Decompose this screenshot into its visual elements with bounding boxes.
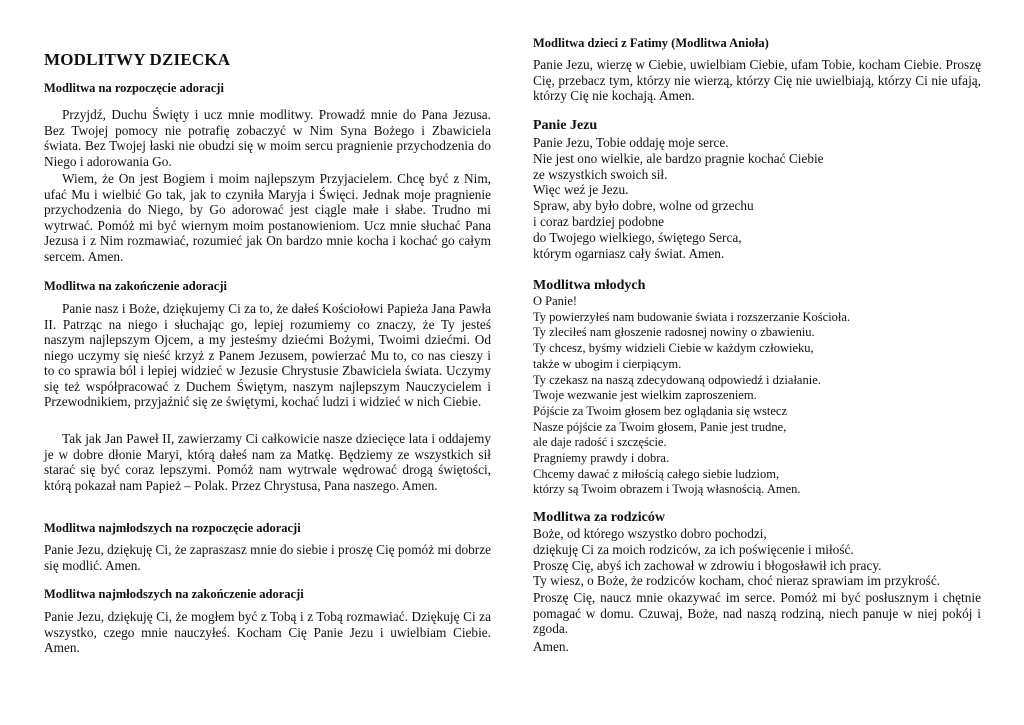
heading-youngest-start: Modlitwa najmłodszych na rozpoczęcie adoracji xyxy=(44,521,301,535)
heading-start-adoration: Modlitwa na rozpoczęcie adoracji xyxy=(44,81,224,95)
verse-line: O Panie! xyxy=(533,294,578,308)
verse-line: Panie Jezu, Tobie oddaję moje serce. xyxy=(533,135,729,150)
paragraph-rodzicow-amen: Amen. xyxy=(533,639,569,654)
verse-line: Ty czekasz na naszą zdecydowaną odpowiedź i działanie. xyxy=(533,372,821,387)
paragraph-end-adoration-2: Tak jak Jan Paweł II, zawierzamy Ci całkowicie nasze dziecięce lata i oddajemy je w dobre dłonie Maryi, którą dałeś nam za Matkę. Będziemy ze wszystkich sił starać się być coraz lepszymi. Pomóż nam wytrwale wędrować drogą świętości, którą pokazał nam Papież – Polak. Przez Chrystusa, Pana naszego. Amen. xyxy=(44,431,491,493)
verse-line: Więc weź je Jezu. xyxy=(533,182,629,198)
verse-rodzicow xyxy=(533,526,981,589)
paragraph-fatima: Panie Jezu, wierzę w Ciebie, uwielbiam Ciebie, ufam Tobie, kocham Ciebie. Proszę Cię, przebacz tym, którzy nie wierzą, którzy Cię nie uwielbiają, którzy Ci nie ufają, którzy Cię nie kochają. Amen. xyxy=(533,57,981,103)
heading-mlodych: Modlitwa młodych xyxy=(533,278,646,293)
verse-line: także w ubogim i cierpiącym. xyxy=(533,356,682,371)
paragraph-start-adoration-1: Przyjdź, Duchu Święty i ucz mnie modlitwy. Prowadź mnie do Pana Jezusa. Bez Twojej pomocy nie potrafię zobaczyć w Nim Syna Bożego i Zbawiciela świata. Bez Twojej łaski nie obudzi się w moim sercu pragnienie przychodzenia do Niego i adorowania Go. xyxy=(44,107,491,169)
verse-line: którym ogarniasz cały świat. Amen. xyxy=(533,245,725,261)
verse-line: Pójście za Twoim głosem bez oglądania się wstecz xyxy=(533,403,788,418)
paragraph-start-adoration-2: Wiem, że On jest Bogiem i moim najlepszym Przyjacielem. Chcę być z Nim, ufać Mu i wielbić Go tak, jak to czyniła Maryja i Święci. Jednak moje pragnienie przychodzenia do Niego, by Go adorować jest ciągle małe i słabe. Trudno mi wytrwać. Pomóż mi być wiernym moim postanowieniom. Ucz mnie słuchać Pana Jezusa i z Nim rozmawiać, rozumieć jak On bardzo mnie kocha i kochać go całym sercem. Amen. xyxy=(44,171,491,264)
verse-mlodych xyxy=(533,294,981,498)
verse-line: ze wszystkich swoich sił. xyxy=(533,166,668,182)
verse-line: Spraw, aby było dobre, wolne od grzechu xyxy=(533,198,754,214)
paragraph-rodzicow: Proszę Cię, naucz mnie okazywać im serce. Pomóż mi być posłusznym i chętnie pomagać w domu. Czuwaj, Boże, nad naszą rodziną, niech panuje w niej pokój i zgoda. xyxy=(533,590,981,636)
verse-panie-jezu xyxy=(533,135,981,261)
verse-line: Ty powierzyłeś nam budowanie świata i rozszerzanie Kościoła. xyxy=(533,309,851,324)
heading-end-adoration: Modlitwa na zakończenie adoracji xyxy=(44,279,227,293)
verse-line: Proszę Cię, abyś ich zachował w zdrowiu i błogosławił ich pracy. xyxy=(533,557,882,573)
verse-line: Ty zleciłeś nam głoszenie radosnej nowiny o zbawieniu. xyxy=(533,325,815,340)
verse-line: Ty chcesz, byśmy widzieli Ciebie w każdym człowieku, xyxy=(533,341,814,356)
heading-fatima: Modlitwa dzieci z Fatimy (Modlitwa Anioła) xyxy=(533,36,769,50)
heading-rodzicow: Modlitwa za rodziców xyxy=(533,510,665,525)
verse-line: Ty wiesz, o Boże, że rodziców kocham, choć nieraz sprawiam im przykrość. xyxy=(533,573,941,589)
heading-panie-jezu: Panie Jezu xyxy=(533,118,598,133)
verse-line: Twoje wezwanie jest wielkim zaproszeniem. xyxy=(533,388,757,403)
verse-line: Pragniemy prawdy i dobra. xyxy=(533,451,670,466)
paragraph-end-adoration-1: Panie nasz i Boże, dziękujemy Ci za to, że dałeś Kościołowi Papieża Jana Pawła II. Patrząc na niego i słuchając go, lepiej rozumiemy co znaczy, że Ty jesteś naszym najlepszym Ojcem, a my jesteśmy dziećmi Bożymi, Twoimi dziećmi. Od niego uczymy się nieść krzyż z Panem Jezusem, powierzać Mu to, co nas cieszy i to co sprawia ból i lepiej widzieć w Jezusie Chrystusie Zbawiciela świata. Uczymy się też współpracować z Duchem Świętym, naszym najlepszym Nauczycielem i Przewodnikiem, przyjaźnić się ze świętymi, kochać ludzi i widzieć w nich Ciebie. xyxy=(44,301,491,409)
paragraph-youngest-start: Panie Jezu, dziękuję Ci, że zapraszasz mnie do siebie i proszę Cię pomóż mi dobrze się modlić. Amen. xyxy=(44,542,491,573)
paragraph-youngest-end: Panie Jezu, dziękuję Ci, że mogłem być z Tobą i z Tobą rozmawiać. Dziękuję Ci za wszystko, czego mnie nauczyłeś. Kocham Cię Panie Jezu i uwielbiam Ciebie. Amen. xyxy=(44,609,491,655)
verse-line: Chcemy dawać z miłością całego siebie ludziom, xyxy=(533,466,780,481)
verse-line: Nasze pójście za Twoim głosem, Panie jest trudne, xyxy=(533,419,787,434)
heading-youngest-end: Modlitwa najmłodszych na zakończenie adoracji xyxy=(44,587,304,601)
verse-line: Boże, od którego wszystko dobro pochodzi, xyxy=(533,526,767,541)
verse-line: dziękuję Ci za moich rodziców, za ich poświęcenie i miłość. xyxy=(533,541,854,557)
verse-line: do Twojego wielkiego, świętego Serca, xyxy=(533,229,742,245)
verse-line: i coraz bardziej podobne xyxy=(533,213,665,229)
verse-line: Nie jest ono wielkie, ale bardzo pragnie kochać Ciebie xyxy=(533,150,824,166)
verse-line: którzy są Twoim obrazem i Twoją własnością. Amen. xyxy=(533,482,801,497)
verse-line: ale daje radość i szczęście. xyxy=(533,435,667,450)
document-title: MODLITWY DZIECKA xyxy=(44,50,231,69)
